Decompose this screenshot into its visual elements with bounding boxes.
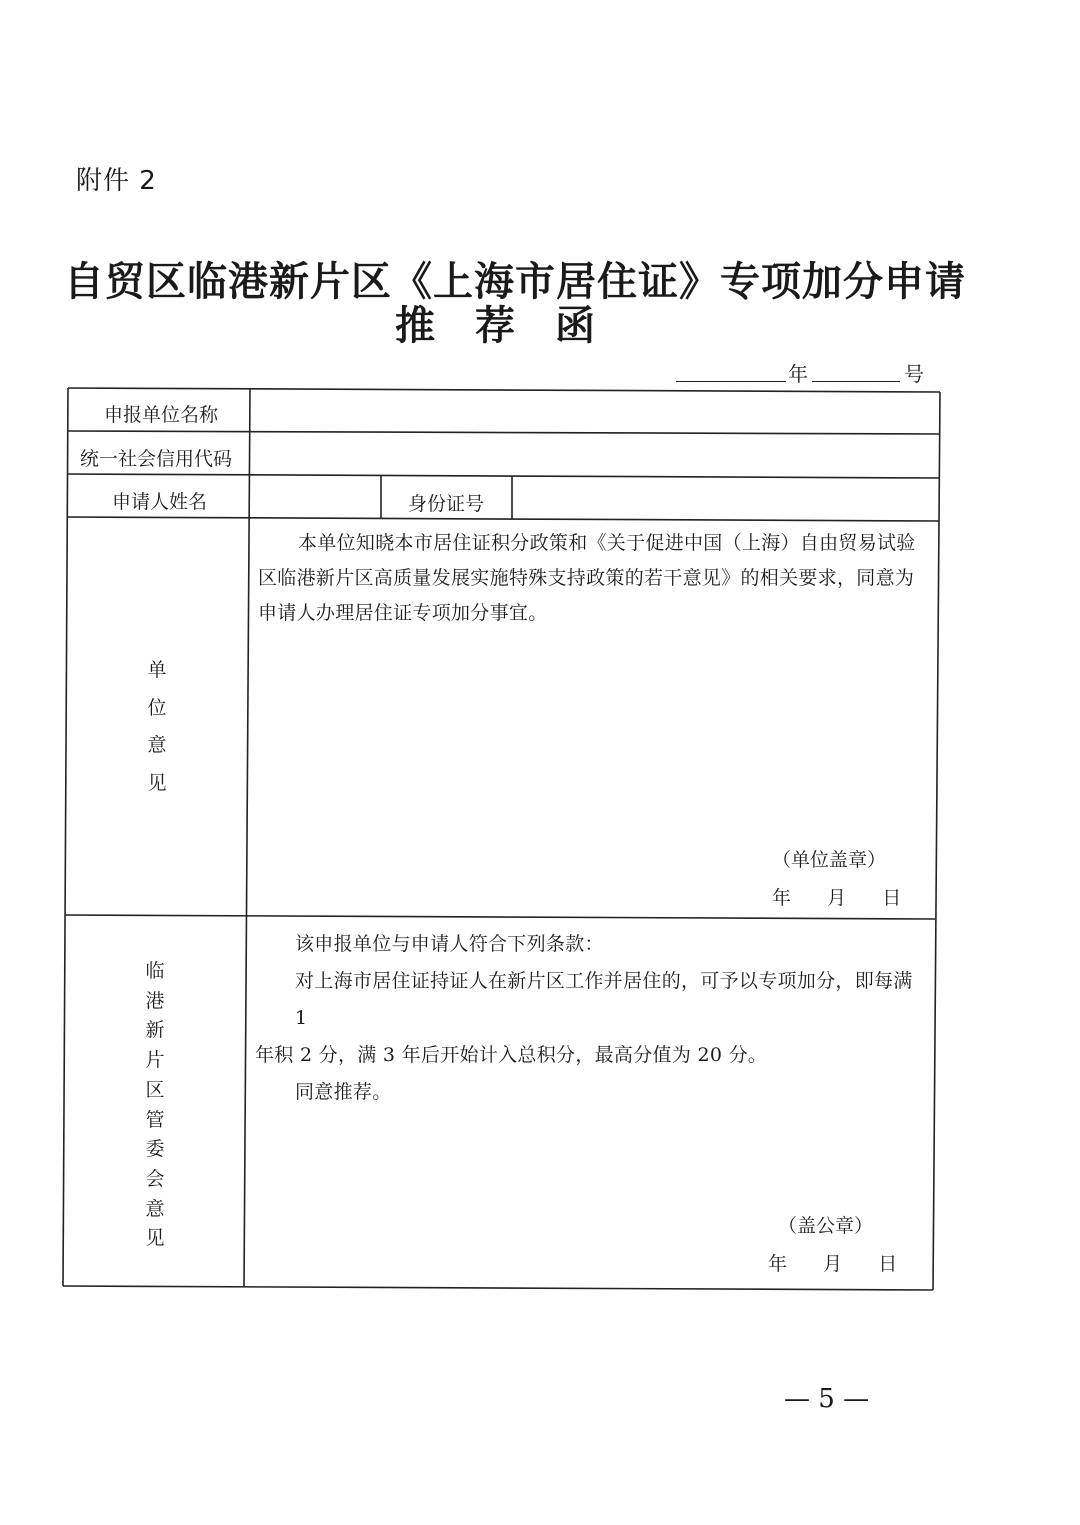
side-char: 新	[145, 1019, 165, 1042]
committee-seal-label: （盖公章）	[778, 1215, 874, 1237]
number-blank	[812, 381, 900, 382]
side-char: 片	[145, 1049, 165, 1072]
unit-seal-label: （单位盖章）	[772, 849, 887, 871]
paragraph-line: 区临港新片区高质量发展实施特殊支持政策的若干意见》的相关要求，同意为	[258, 567, 915, 589]
committee-date	[768, 1249, 897, 1276]
date-year: 年	[772, 887, 792, 909]
side-char: 意	[147, 734, 167, 756]
committee-opinion-label	[140, 957, 170, 1254]
side-char: 区	[145, 1078, 165, 1101]
side-char: 见	[147, 771, 167, 794]
applicant-name-input[interactable]	[256, 482, 378, 516]
document-number	[676, 356, 926, 386]
paragraph-line: 本单位知晓本市居住证积分政策和《关于促进中国（上海）自由贸易试验	[298, 532, 916, 554]
side-char: 单	[147, 659, 167, 681]
side-char: 委	[145, 1138, 165, 1161]
paragraph-line: 该申报单位与申请人符合下列条款：	[295, 933, 604, 955]
date-day: 日	[878, 1253, 898, 1275]
credit-code-label: 统一社会信用代码	[80, 448, 233, 470]
unit-opinion-label	[142, 652, 172, 802]
side-char: 会	[145, 1167, 165, 1190]
document-subtitle: 推荐函	[395, 302, 635, 349]
date-month: 月	[827, 887, 847, 909]
date-day: 日	[882, 887, 902, 909]
side-char: 位	[147, 696, 167, 719]
number-suffix: 号	[904, 362, 924, 386]
page-number: — 5 —	[784, 1384, 870, 1414]
side-char: 见	[145, 1227, 165, 1250]
committee-opinion-text	[255, 926, 931, 1111]
unit-date	[772, 883, 901, 910]
unit-name-label: 申报单位名称	[104, 404, 219, 426]
side-char: 港	[145, 989, 165, 1012]
unit-name-input[interactable]	[258, 396, 932, 430]
paragraph-line: 同意推荐。	[295, 1081, 392, 1103]
paragraph-line: 对上海市居住证持证人在新片区工作并居住的，可予以专项加分，即每满 1	[295, 970, 913, 1029]
year-suffix: 年	[788, 362, 808, 386]
document-title: 自贸区临港新片区《上海市居住证》专项加分申请	[64, 258, 966, 305]
date-year: 年	[768, 1253, 788, 1275]
unit-opinion-text	[258, 526, 934, 631]
side-char: 意	[145, 1197, 165, 1220]
paragraph-line: 年积 2 分，满 3 年后开始计入总积分，最高分值为 20 分。	[255, 1044, 768, 1066]
side-char: 管	[145, 1108, 165, 1131]
credit-code-input[interactable]	[258, 440, 932, 474]
attachment-label: 附件 2	[76, 166, 157, 196]
applicant-name-label: 申请人姓名	[112, 491, 208, 513]
paragraph-line: 申请人办理居住证专项加分事宜。	[258, 602, 548, 624]
date-month: 月	[823, 1253, 843, 1275]
year-blank	[676, 381, 786, 382]
id-number-label: 身份证号	[408, 493, 485, 515]
id-number-input[interactable]	[520, 484, 932, 518]
side-char: 临	[145, 960, 165, 982]
